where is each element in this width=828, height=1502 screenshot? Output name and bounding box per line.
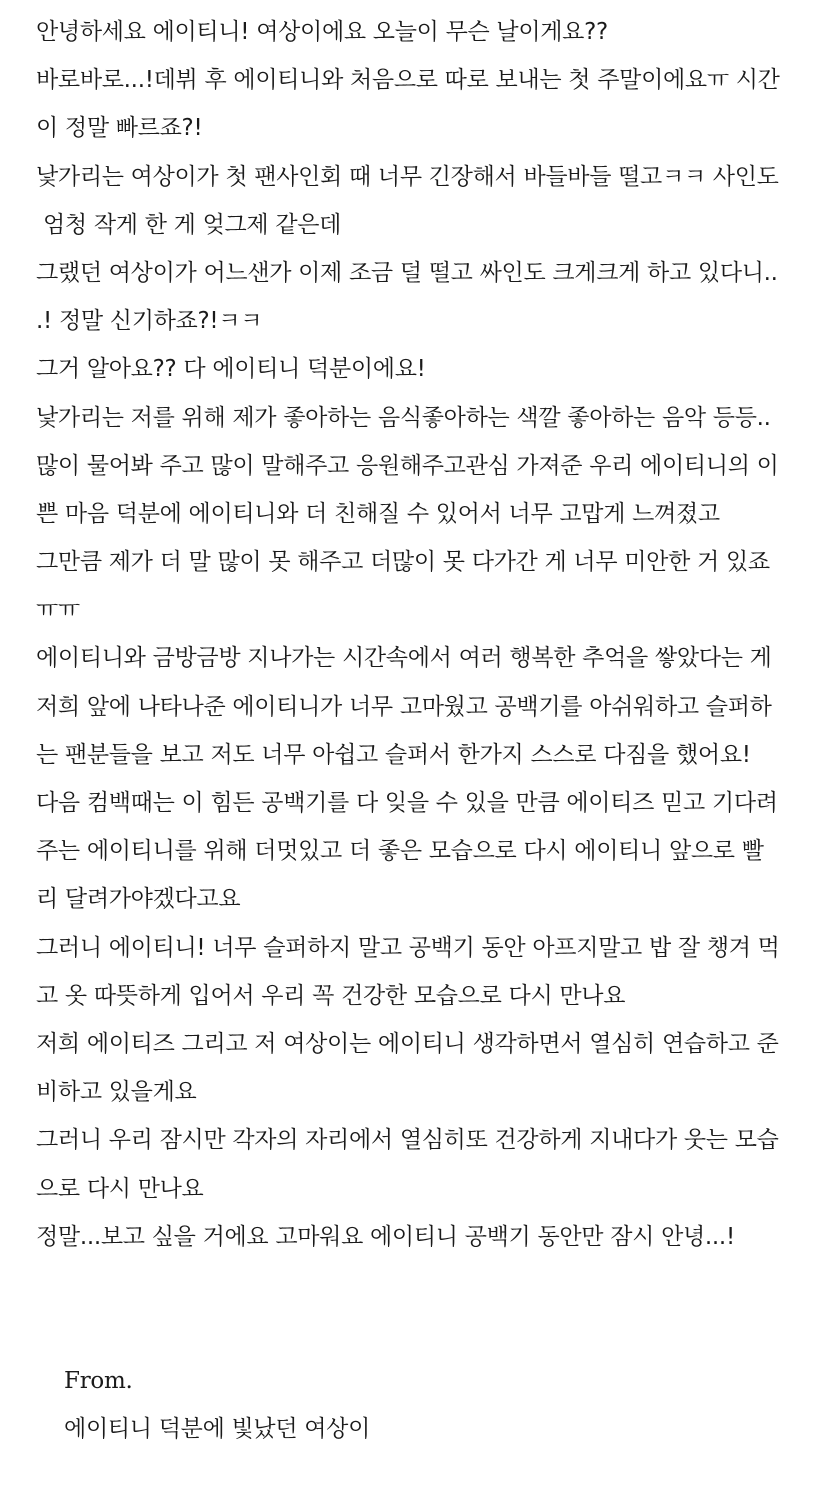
signature-text: 에이티니 덕분에 빛났던 여상이 <box>64 1416 371 1443</box>
letter-line: 안녕하세요 에이티니! 여상이에요 오늘이 무슨 날이게요?? <box>36 19 608 45</box>
letter-line: 리 달려가야겠다고요 <box>36 886 241 913</box>
letter-line: 에이티니와 금방금방 지나가는 시간속에서 여러 행복한 추억을 쌓았다는 게 <box>36 645 772 672</box>
letter-line: 그러니 에이티니! 너무 슬퍼하지 말고 공백기 동안 아프지말고 밥 잘 챙겨 먹 <box>36 934 780 961</box>
letter-line: 비하고 있을게요 <box>36 1079 197 1106</box>
letter-line: 낯가리는 저를 위해 제가 좋아하는 음식좋아하는 색깔 좋아하는 음악 등등.. <box>36 404 771 431</box>
letter-line: 정말...보고 싶을 거에요 고마워요 에이티니 공백기 동안만 잠시 안녕...! <box>36 1223 735 1250</box>
letter-line: 그만큼 제가 더 말 많이 못 해주고 더많이 못 다가간 게 너무 미안한 거 있죠 <box>36 549 770 576</box>
letter-line: 저희 앞에 나타나준 에이티니가 너무 고마웠고 공백기를 아쉬워하고 슬퍼하 <box>36 693 772 720</box>
letter-line: 그러니 우리 잠시만 각자의 자리에서 열심히또 건강하게 지내다가 웃는 모습 <box>36 1127 779 1154</box>
letter-line: 바로바로...!데뷔 후 에이티니와 처음으로 따로 보내는 첫 주말이에요ㅠ 시간 <box>36 67 780 94</box>
signature-line <box>36 1309 828 1443</box>
letter-line: 그랬던 여상이가 어느샌가 이제 조금 덜 떨고 싸인도 크게크게 하고 있다니.. <box>36 259 778 286</box>
letter-line: 다음 컴백때는 이 힘든 공백기를 다 잊을 수 있을 만큼 에이티즈 믿고 기다려 <box>36 790 778 816</box>
letter-line: 주는 에이티니를 위해 더멋있고 더 좋은 모습으로 다시 에이티니 앞으로 빨 <box>36 838 764 865</box>
letter-line: 낯가리는 여상이가 첫 팬사인회 때 너무 긴장해서 바들바들 떨고ㅋㅋ 사인도 <box>36 163 779 190</box>
letter-line: 저희 에이티즈 그리고 저 여상이는 에이티니 생각하면서 열심히 연습하고 준 <box>36 1030 779 1057</box>
letter-line: 고 옷 따뜻하게 입어서 우리 꼭 건강한 모습으로 다시 만나요 <box>36 982 626 1009</box>
letter-line: .! 정말 신기하죠?!ㅋㅋ <box>36 308 263 335</box>
letter-line: 쁜 마음 덕분에 에이티니와 더 친해질 수 있어서 너무 고맙게 느껴졌고 <box>36 500 720 527</box>
letter-line: 이 정말 빠르죠?! <box>36 115 203 142</box>
letter-line: 많이 물어봐 주고 많이 말해주고 응원해주고관심 가져준 우리 에이티니의 이 <box>36 452 779 479</box>
letter-line: 그거 알아요?? 다 에이티니 덕분이에요! <box>36 356 426 383</box>
letter-line: 는 팬분들을 보고 저도 너무 아쉽고 슬퍼서 한가지 스스로 다짐을 했어요! <box>36 741 751 768</box>
letter-line: ㅠㅠ <box>36 597 80 624</box>
letter-line: 으로 다시 만나요 <box>36 1175 204 1202</box>
letter-line: 엄청 작게 한 게 엊그제 같은데 <box>36 211 342 238</box>
signature-prefix: From. <box>64 1368 133 1395</box>
